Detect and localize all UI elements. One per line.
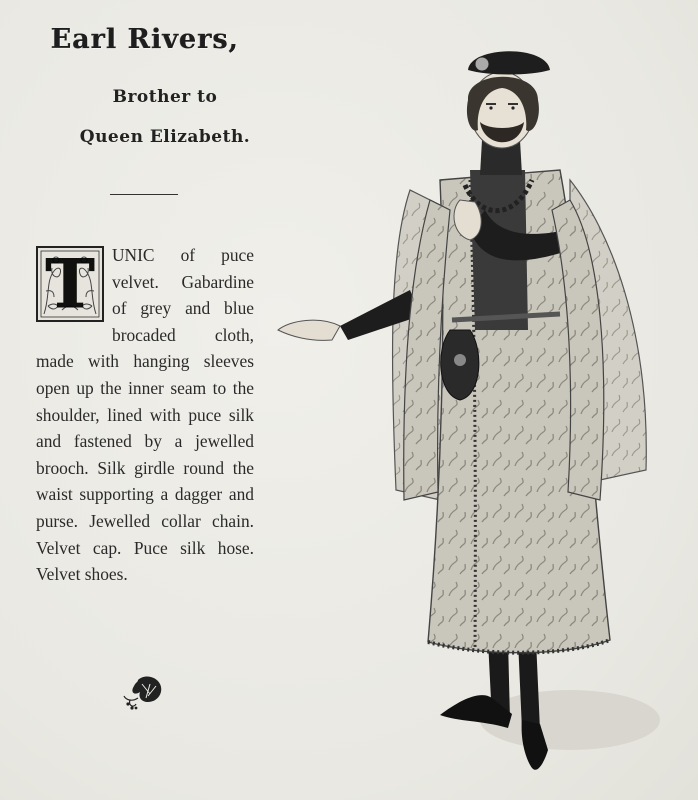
subtitle-line-2: Queen Elizabeth. (79, 127, 251, 147)
description-text: UNIC of puce velvet. Gabardine of grey and blue brocaded cloth, made with hanging sleeves open up the inner seam to the shoulder, lined with puce silk and fastened by a jewelled brooch. Silk girdle round the waist supporting a dagger and purse. Jewelled collar chain. Velvet cap. Puce silk hose. Velvet shoes. (36, 245, 254, 585)
dropcap-letter: T (45, 245, 95, 323)
vine-leaf-ornament-icon (120, 672, 168, 717)
page-title: Earl Rivers, (50, 24, 240, 55)
divider-rule (110, 194, 178, 195)
floral-dropcap-frame-icon (36, 246, 104, 322)
subtitle-line-1: Brother to (112, 87, 218, 107)
costume-figure-illustration (270, 30, 670, 785)
costume-description (36, 242, 254, 588)
